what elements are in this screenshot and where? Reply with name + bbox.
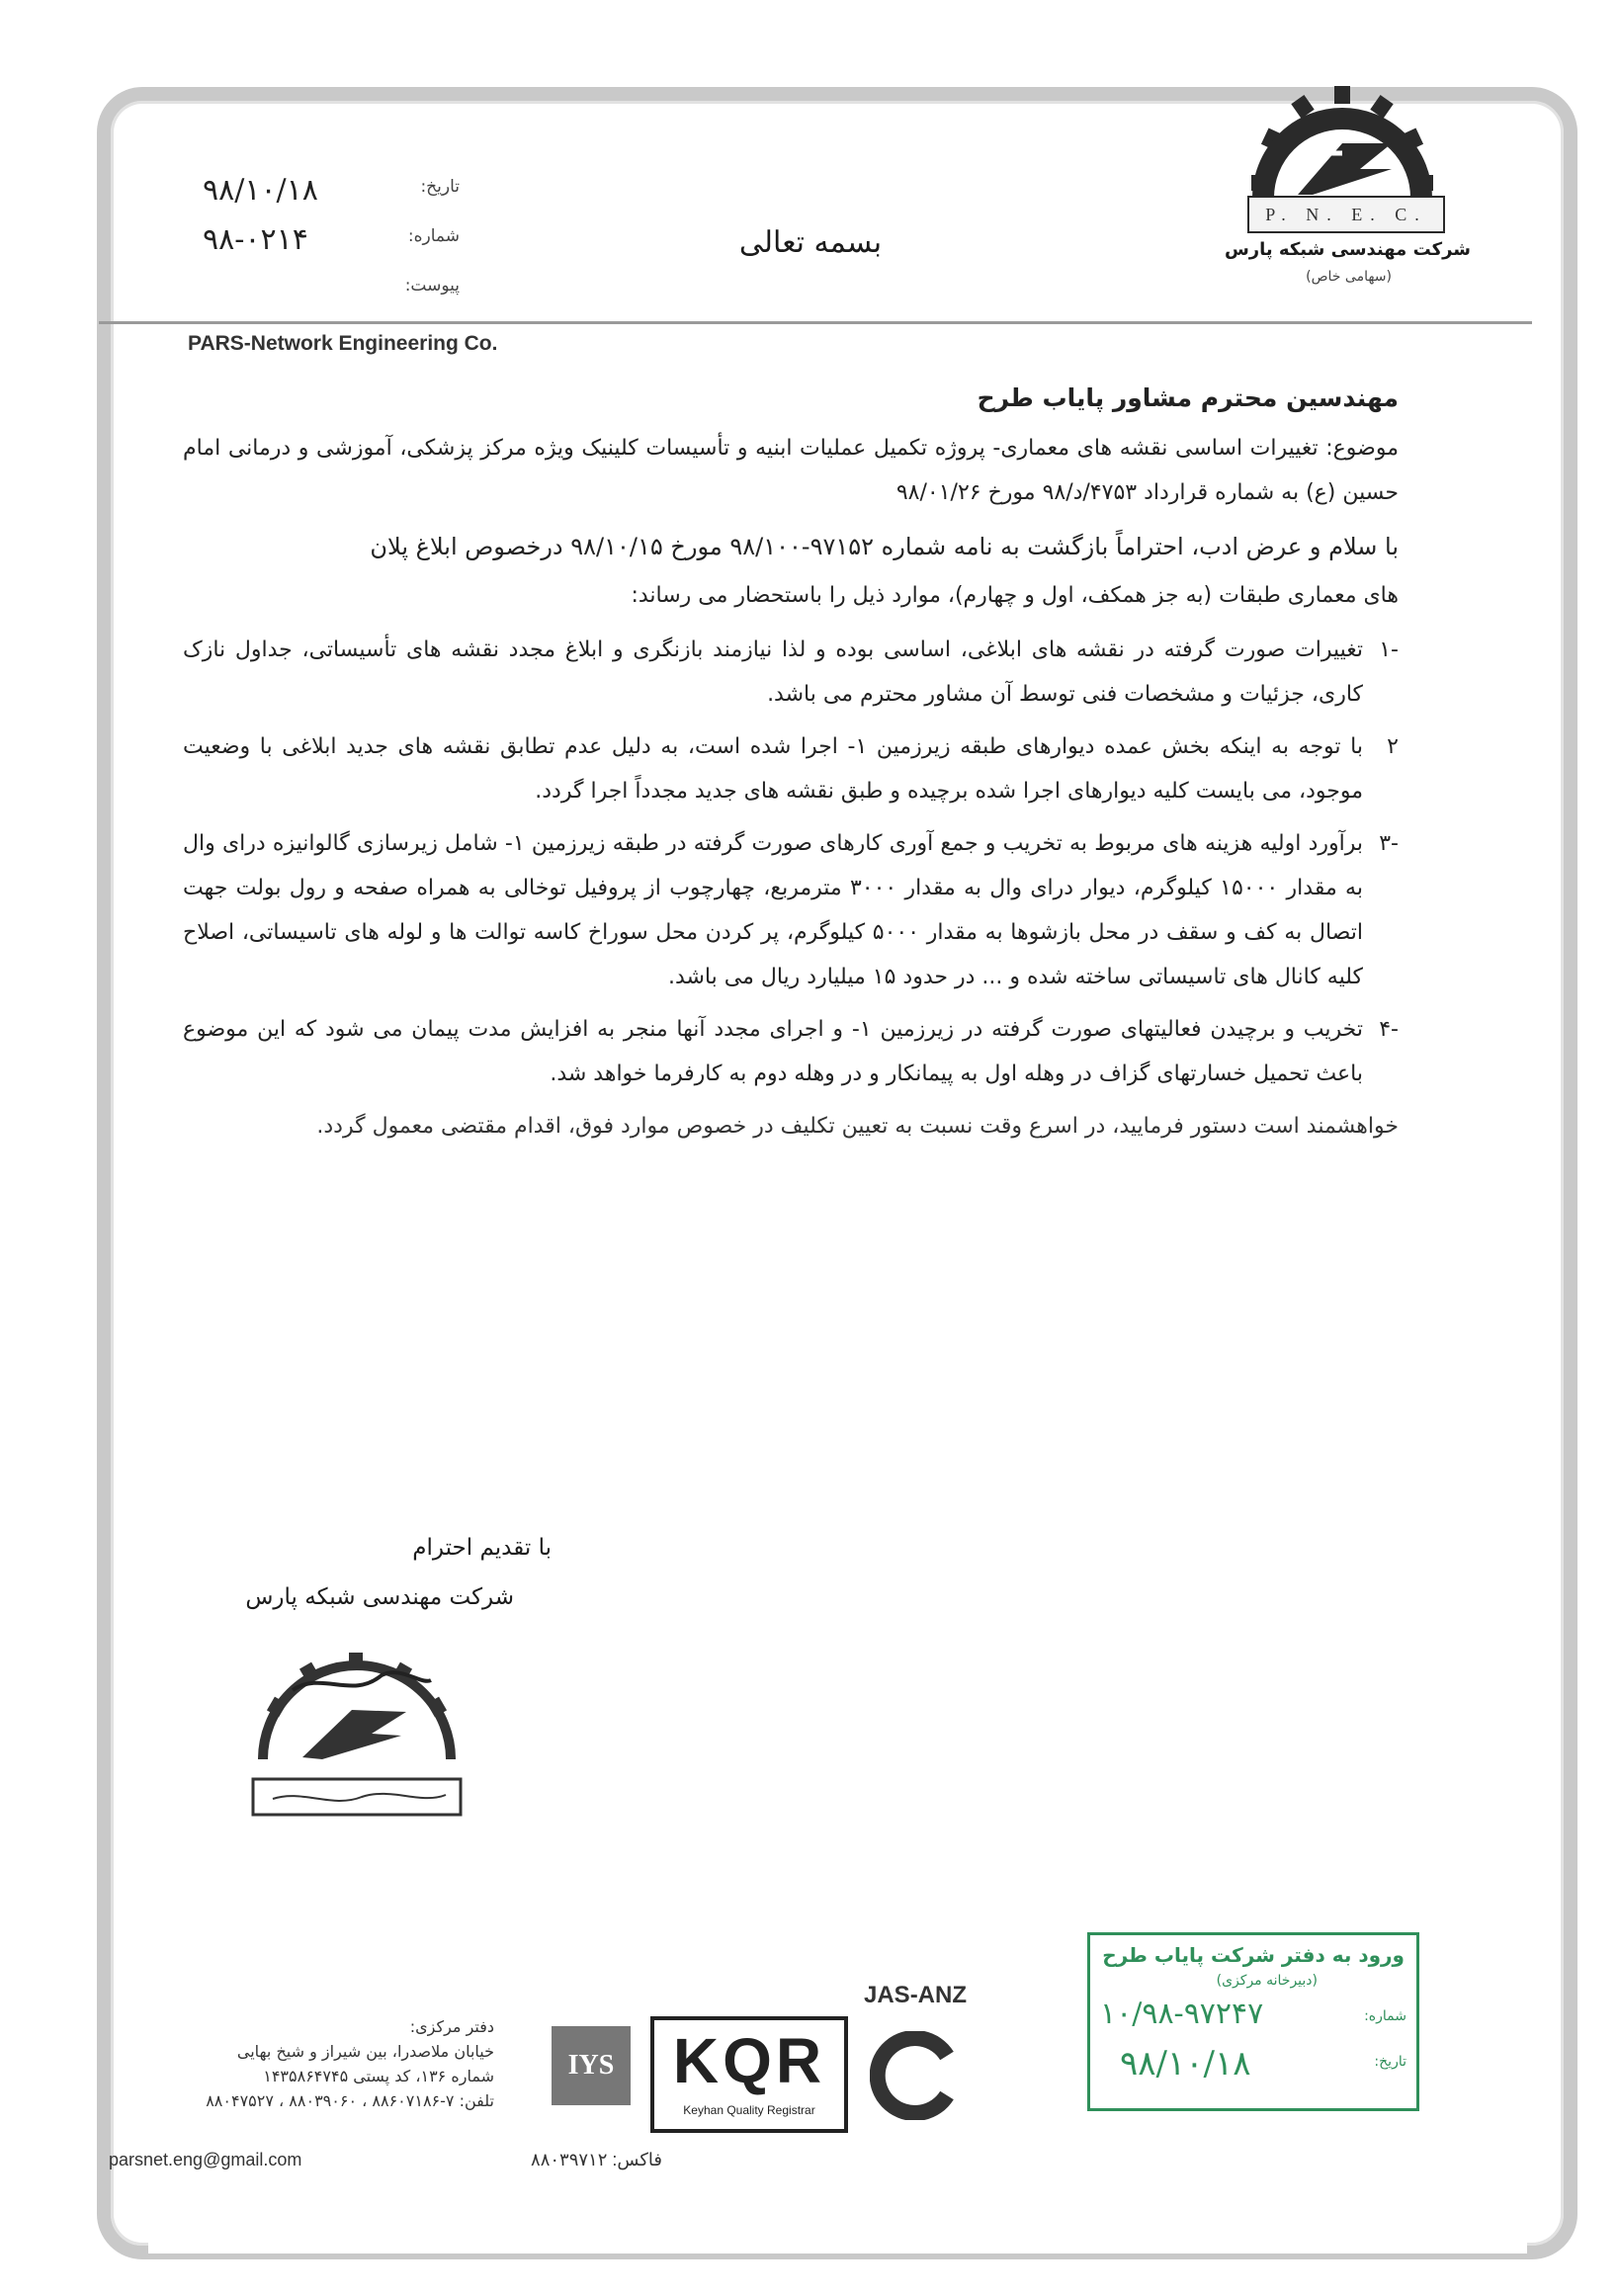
letter-body: [183, 376, 1399, 1148]
letter-date: ۹۸/۱۰/۱۸: [203, 173, 318, 208]
item-text: برآورد اولیه هزینه های مربوط به تخریب و جمع آوری کارهای صورت گرفته در طبقه زیرزمین ۱- شامل زیرسازی گالوانیزه درای وال به مقدار ۱۵۰۰۰ کیلوگرم، دیوار درای وال به مقدار ۳۰۰۰ مترمربع، چهارچوب از پروفیل توخالی به همراه صفحه و رول بولت جهت اتصال به کف و سقف در محل بازشوها به مقدار ۵۰۰۰ کیلوگرم، پر کردن محل سوراخ کاسه توالت ها و لوله های تاسیساتی، اصلاح کلیه کانال های تاسیساتی ساخته شده و ... در حدود ۱۵ میلیارد ریال می باشد.: [183, 831, 1363, 989]
address-line-1: خیابان ملاصدرا، بین شیراز و شیخ بهایی: [236, 2042, 494, 2061]
letter-number: ۹۸-۰۲۱۴: [203, 222, 308, 257]
company-seal-icon: [233, 1631, 480, 1828]
list-item: [183, 724, 1399, 813]
logo-letters: P. N. E. C.: [1247, 196, 1445, 233]
footer-contact: [109, 2150, 662, 2179]
item-number: -۳: [1379, 831, 1399, 856]
jas-anz-mark-icon: [870, 2031, 959, 2120]
company-type: (سهامی خاص): [1306, 269, 1392, 285]
iys-logo: IYS: [552, 2026, 631, 2105]
certification-logos: [552, 1982, 967, 2140]
stamp-number: ۱۰/۹۸-۹۷۲۴۷: [1100, 1997, 1264, 2031]
date-row: [203, 173, 460, 213]
list-item: [183, 628, 1399, 717]
item-text: تغییرات صورت گرفته در نقشه های ابلاغی، اساسی بوده و لذا نیازمند بازنگری و ابلاغ مجدد نقشه های تأسیساتی، جداول نازک کاری، جزئیات و مشخصات فنی توسط آن مشاور محترم می باشد.: [183, 638, 1363, 707]
list-item: [183, 821, 1399, 999]
kqr-logo-text: KQR: [672, 2025, 826, 2096]
date-label: تاریخ:: [420, 177, 460, 197]
subject-line: موضوع: تغییرات اساسی نقشه های معماری- پروژه تکمیل عملیات ابنیه و تأسیسات کلینیک ویژه مرکز پزشکی، آموزشی و درمانی امام حسین (ع) به شماره قرارداد ۴۷۵۳/د/۹۸ مورخ ۹۸/۰۱/۲۶: [183, 436, 1399, 505]
attachment-row: [203, 272, 460, 311]
intro-paragraph: با سلام و عرض ادب، احتراماً بازگشت به نامه شماره ۹۷۱۵۲-۹۸/۱۰۰ مورخ ۹۸/۱۰/۱۵ درخصوص ابلاغ پلان: [370, 533, 1399, 560]
attachment-label: پیوست:: [404, 276, 460, 296]
stamp-title: ورود به دفتر شرکت پایاب طرح: [1102, 1943, 1405, 1967]
fax-line: فاکس: ۸۸۰۳۹۷۱۲: [531, 2150, 662, 2169]
receipt-stamp: [1087, 1932, 1419, 2111]
kqr-logo: [650, 2016, 848, 2133]
address-line-2: شماره ۱۳۶، کد پستی ۱۴۳۵۸۶۴۷۴۵: [263, 2067, 494, 2085]
header-divider: [99, 321, 1532, 324]
item-number: -۱: [1379, 638, 1399, 662]
signer-company: شرکت مهندسی شبکه پارس: [245, 1584, 514, 1610]
number-label: شماره:: [407, 226, 460, 246]
list-item: [183, 1007, 1399, 1096]
stamp-subtitle: (دبیرخانه مرکزی): [1216, 1973, 1318, 1989]
jas-anz-label: JAS-ANZ: [864, 1982, 968, 2008]
stamp-date-label: تاریخ:: [1374, 2054, 1406, 2070]
reference-block: [203, 173, 460, 311]
footer-address: [99, 2014, 494, 2113]
phone-line: تلفن: ۷-۸۸۶۰۷۱۸۶ ، ۸۸۰۳۹۰۶۰ ، ۸۸۰۴۷۵۲۷: [206, 2091, 494, 2110]
invocation-heading: بسمه تعالی: [738, 225, 883, 260]
item-text: با توجه به اینکه بخش عمده دیوارهای طبقه زیرزمین ۱- اجرا شده است، به دلیل عدم تطابق نقشه های جدید ابلاغی با وضعیت موجود، می بایست کلیه دیوارهای اجرا شده برچیده و طبق نقشه های جدید مجدداً اجرا گردد.: [183, 734, 1363, 804]
company-name-english: PARS-Network Engineering Co.: [188, 332, 498, 355]
closing-paragraph: خواهشمند است دستور فرمایید، در اسرع وقت نسبت به تعیین تکلیف در خصوص موارد فوق، اقدام مقتضی معمول گردد.: [316, 1114, 1399, 1139]
stamp-date: ۹۸/۱۰/۱۸: [1120, 2044, 1251, 2083]
item-text: تخریب و برچیدن فعالیتهای صورت گرفته در زیرزمین ۱- و اجرای مجدد آنها منجر به افزایش مدت پیمان می شود که این موضوع باعث تحمیل خسارتهای گزاف در وهله اول به پیمانکار و در وهله دوم به کارفرما خواهد شد.: [183, 1017, 1364, 1086]
item-number: ۲: [1387, 734, 1399, 759]
kqr-logo-subtitle: Keyhan Quality Registrar: [683, 2103, 815, 2117]
regards-line: با تقدیم احترام: [412, 1535, 552, 1561]
stamp-number-label: شماره:: [1364, 2008, 1406, 2024]
email-address: parsnet.eng@gmail.com: [109, 2150, 302, 2169]
addressee: مهندسین محترم مشاور پایاب طرح: [977, 383, 1399, 412]
intro-continuation: های معماری طبقات (به جز همکف، اول و چهارم)، موارد ذیل را باستحضار می رساند:: [631, 583, 1399, 608]
company-name-persian: شرکت مهندسی شبکه پارس: [1224, 239, 1471, 260]
number-row: [203, 222, 460, 262]
office-title: دفتر مرکزی:: [409, 2017, 494, 2036]
item-number: -۴: [1379, 1017, 1399, 1042]
